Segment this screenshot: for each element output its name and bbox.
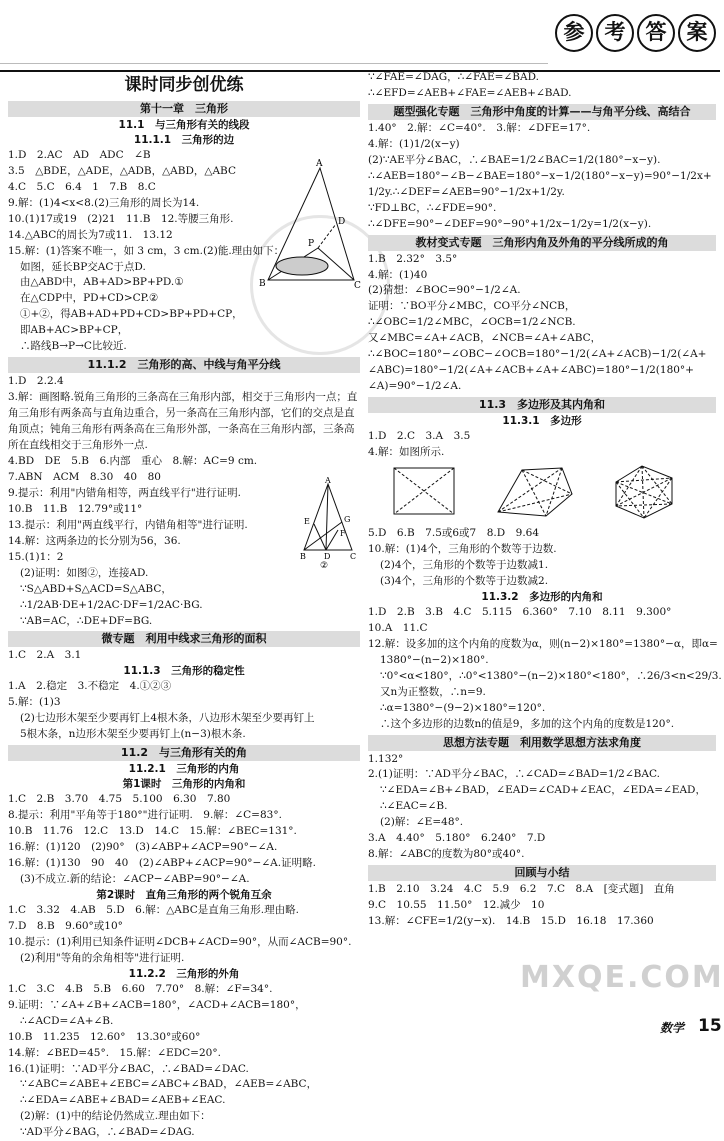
- label-p: P: [308, 239, 315, 249]
- answer-line: 1.40° 2.解：∠C=40°. 3.解：∠DFE=17°.: [368, 121, 591, 134]
- subsection-header: 11.1.1 三角形的边: [133, 133, 235, 146]
- footer-subject: 数学: [660, 1021, 685, 1035]
- answer-line: 12.解：设多加的这个内角的度数为α，则(n−2)×180°=1380°−α，即α=: [368, 637, 718, 650]
- diagonal-line: [616, 478, 672, 506]
- answer-line: ∴1/2AB·DE+1/2AC·DF=1/2AC·BG.: [20, 598, 203, 611]
- answer-line: 又n为正整数，∴n=9.: [380, 685, 486, 698]
- label-f: F: [340, 529, 346, 538]
- answer-line: 证明：∵BO平分∠MBC，CO平分∠NCB，: [368, 300, 576, 313]
- answer-line: ∴∠ACD=∠A+∠B.: [20, 1014, 114, 1027]
- section-header: 微专题 利用中线求三角形的面积: [8, 631, 360, 647]
- answer-line: 5.解：(1)3: [8, 696, 61, 709]
- banner-char: 案: [678, 14, 716, 52]
- quadrilateral-diagonals: [390, 464, 460, 520]
- answer-line: 4.解：如图所示.: [368, 446, 445, 459]
- answer-line: 16.解：(1)120 (2)90° (3)∠ABP+∠ACP=90°−∠A.: [8, 841, 278, 854]
- label-g: G: [344, 515, 351, 524]
- answer-line: ∴∠OBC=1/2∠MBC，∠OCB=1/2∠NCB.: [368, 316, 576, 329]
- answer-line: ∵AD平分∠BAG，∴∠BAD=∠DAG.: [20, 1126, 195, 1139]
- diagonal-line: [616, 478, 672, 482]
- answer-line: 7.ABN ACM 8.30 40 80: [8, 470, 161, 483]
- answer-line: ∠ABC)=180°−1/2(∠A+∠ACB+∠A+∠ABC)=180°−1/2(180°+: [368, 364, 694, 377]
- label-e: E: [304, 517, 310, 526]
- right-column: [368, 70, 722, 930]
- triangle-figure: [258, 159, 361, 291]
- answer-line: 13.提示：利用"两直线平行，内错角相等"进行证明.: [8, 518, 248, 531]
- section-header: 第十一章 三角形: [8, 101, 360, 117]
- diagonal-line: [616, 504, 672, 506]
- answer-line: ∵∠ABC=∠ABE+∠EBC=∠ABC+∠BAD，∠AEB=∠ABC，: [20, 1078, 318, 1091]
- segment-ad: [326, 484, 328, 550]
- subsection-header: 11.3.2 多边形的内角和: [481, 590, 603, 603]
- answer-line: 1.B 2.10 3.24 4.C 5.9 6.2 7.C 8.A [变式题] 直角: [368, 883, 675, 896]
- subsection-header: 11.1 与三角形有关的线段: [118, 118, 250, 131]
- diagonal-line: [616, 466, 642, 506]
- label-c: C: [354, 281, 361, 291]
- answer-line: 5.D 6.B 7.5或6或7 8.D 9.64: [368, 527, 540, 540]
- answer-line: ∴∠AEB=180°−∠B−∠BAE=180°−x−1/2(180°−x−y)=90°−1/2x+: [368, 169, 712, 182]
- diagonal-line: [498, 468, 562, 512]
- answer-line: 9.C 10.55 11.50° 12.减少 10: [368, 899, 545, 912]
- answer-line: 8.提示：利用"平角等于180°"进行证明. 9.解：∠C=83°.: [8, 809, 282, 822]
- section-header: 题型强化专题 三角形中角度的计算——与角平分线、高结合: [368, 104, 716, 120]
- answer-line: 3.解：画图略.锐角三角形的三条高在三角形内部，相交于三角形内一点；直角三角形有两条高与直角边重合，另一条高在三角形内部，它们的交点是直角顶点；钝角三角形有两条高在三角形外部，一条高在三角形内部，三条高所在直线相交于三角形外一点.: [8, 391, 358, 452]
- answer-line: 10.解：(1)4个，三角形的个数等于边数.: [368, 543, 557, 556]
- label-c: C: [350, 552, 357, 561]
- answer-line: 16.(1)证明：∵AD平分∠BAC，∴∠BAD=∠DAC.: [8, 1062, 249, 1075]
- answer-line: 10.B 11.76 12.C 13.D 14.C 15.解：∠BEC=131°.: [8, 825, 297, 838]
- pond-ellipse: [276, 257, 328, 275]
- answer-line: 在△CDP中，PD+CD>CP.②: [20, 292, 159, 305]
- answer-line: 9.提示：利用"内错角相等，两直线平行"进行证明.: [8, 486, 242, 499]
- section-header: 教材变式专题 三角形内角及外角的平分线所成的角: [368, 235, 716, 251]
- answer-line: 4.解：(1)40: [368, 268, 428, 281]
- answer-line: ∵∠FAE=∠DAG，∴∠FAE=∠BAD.: [368, 71, 539, 83]
- answer-line: ∴∠EDA=∠ABE+∠BAD=∠AEB+∠EAC.: [20, 1094, 226, 1107]
- hexagon-diagonals: [606, 464, 682, 522]
- label-d: D: [324, 552, 331, 561]
- answer-line: ∵FD⊥BC，∴∠FDE=90°.: [368, 201, 497, 214]
- banner-char: 考: [596, 14, 634, 52]
- answer-line: ①+②，得AB+AD+PD+CD>BP+PD+CP，: [20, 308, 243, 321]
- page-number: 15: [698, 1016, 722, 1036]
- answer-line: ∵∠EDA=∠B+∠BAD，∠EAD=∠CAD+∠EAC，∠EDA=∠EAD，: [380, 784, 706, 797]
- answer-line: (3)4个，三角形的个数等于边数减2.: [380, 574, 549, 587]
- segment-de: [314, 524, 326, 550]
- answer-line: ∴这个多边形的边数n的值是9，多加的这个内角的度数是120°.: [380, 717, 675, 730]
- answer-line: 16.解：(1)130 90 40 (2)∠ABP+∠ACP=90°−∠A.证明略.: [8, 857, 316, 870]
- watermark: MXQE.COM: [520, 960, 724, 995]
- answer-line: (2)七边形木架至少要再钉上4根木条，八边形木架至少要再钉上: [20, 712, 315, 725]
- answer-line: ∠A)=90°−1/2∠A.: [368, 380, 462, 393]
- page-title: 课时同步创优练: [124, 75, 244, 95]
- answer-line: 10.B 11.235 12.60° 13.30°或60°: [8, 1030, 201, 1043]
- answer-line: 3.5 △BDE，△ADE，△ADB，△ABD，△ABC: [8, 164, 237, 177]
- answer-line: 3.A 4.40° 5.180° 6.240° 7.D: [368, 832, 546, 845]
- subsection-header: 第2课时 直角三角形的两个锐角互余: [96, 888, 272, 901]
- answer-line: 如图，延长BP交AC于点D.: [20, 260, 146, 273]
- segment-pd: [318, 224, 336, 248]
- answer-banner: [555, 14, 716, 52]
- answer-line: 4.BD DE 5.B 6.内部 重心 8.解：AC=9 cm.: [8, 454, 258, 467]
- answer-line: 2.(1)证明：∵AD平分∠BAC，∴∠CAD=∠BAD=1/2∠BAC.: [368, 768, 660, 781]
- answer-line: 10.B 11.B 12.79°或11°: [8, 502, 143, 515]
- answer-line: (2)4个，三角形的个数等于边数减1.: [380, 558, 549, 571]
- segment-bg: [304, 522, 342, 550]
- answer-line: (2)∵AE平分∠BAC，∴∠BAE=1/2∠BAC=1/2(180°−x−y).: [368, 153, 661, 166]
- label-d: D: [338, 217, 346, 227]
- answer-line: 1380°−(n−2)×180°.: [380, 653, 489, 666]
- answer-line: ∴∠EAC=∠B.: [380, 800, 448, 813]
- answer-line: ∵AB=AC，∴DE+DF=BG.: [20, 614, 153, 627]
- answer-line: 1.B 2.32° 3.5°: [368, 252, 458, 265]
- answer-line: ∴∠EFD=∠AEB+∠FAE=∠AEB+∠BAD.: [368, 86, 572, 99]
- answer-line: ∵0°<α<180°，∴0°<1380°−(n−2)×180°<180°，∴26/3<n<29/3.: [380, 669, 722, 682]
- section-header: 11.1.2 三角形的高、中线与角平分线: [8, 357, 360, 373]
- answer-line: ∴α=1380°−(9−2)×180°=120°.: [380, 701, 546, 714]
- answer-line: 14.解：∠BED=45°. 15.解：∠EDC=20°.: [8, 1046, 221, 1059]
- answer-line: 1.C 2.B 3.70 4.75 5.100 6.30 7.80: [8, 793, 231, 806]
- subsection-header: 11.2.2 三角形的外角: [128, 967, 240, 980]
- answer-line: 13.解：∠CFE=1/2(y−x). 14.B 15.D 16.18 17.360: [368, 915, 654, 928]
- answer-line: (2)猜想：∠BOC=90°−1/2∠A.: [368, 284, 521, 297]
- section-header: 思想方法专题 利用数学思想方法求角度: [368, 735, 716, 751]
- right-column-body: [368, 70, 722, 930]
- label-b: B: [259, 279, 266, 289]
- answer-line: 10.(1)17或19 (2)21 11.B 12.等腰三角形.: [8, 212, 234, 225]
- label-b: B: [300, 552, 306, 561]
- header-thin-rule: [0, 63, 548, 64]
- answer-line: (2)利用"等角的余角相等"进行证明.: [20, 951, 185, 964]
- subsection-header: 11.2.1 三角形的内角: [128, 763, 240, 776]
- answer-line: 7.D 8.B 9.60°或10°: [8, 919, 123, 932]
- label-fig2: ②: [320, 561, 329, 571]
- section-header: 回顾与小结: [368, 865, 716, 881]
- answer-line: 1.D 2.AC AD ADC ∠B: [8, 148, 151, 161]
- subsection-header: 第1课时 三角形的内角和: [122, 778, 246, 791]
- answer-line: ∴∠BOC=180°−∠OBC−∠OCB=180°−1/2(∠A+∠ACB)−1/2(∠A+: [368, 348, 707, 361]
- answer-line: 由△ABD中，AB+AD>BP+PD.①: [20, 276, 184, 289]
- answer-line: ∴∠DFE=90°−∠DEF=90°−90°+1/2x−1/2y=1/2(x−y).: [368, 217, 652, 230]
- answer-line: 即AB+AC>BP+CP，: [20, 324, 129, 337]
- pentagon-diagonals: [488, 464, 578, 520]
- answer-line: 9.解：(1)4<x<8.(2)三角形的周长为14.: [8, 196, 200, 209]
- label-a: A: [325, 476, 331, 485]
- diagonal-line: [522, 470, 546, 516]
- answer-line: ∴路线B→P→C比较近.: [20, 340, 127, 353]
- answer-line: 1.D 2.B 3.B 4.C 5.115 6.360° 7.10 8.11 9.300°: [368, 605, 672, 618]
- answer-line: 1.C 3.C 4.B 5.B 6.60 7.70° 8.解：∠F=34°.: [8, 982, 273, 995]
- answer-line: (2)证明：如图②，连接AD.: [20, 566, 149, 579]
- answer-line: 4.解：(1)1/2(x−y): [368, 137, 460, 150]
- answer-line: (3)不成立.新的结论：∠ACP−∠ABP=90°−∠A.: [20, 873, 250, 885]
- answer-line: 1.D 2.C 3.A 3.5: [368, 430, 471, 443]
- answer-line: 14.解：这两条边的长分别为56，36.: [8, 534, 181, 547]
- answer-line: 又∠MBC=∠A+∠ACB，∠NCB=∠A+∠ABC，: [368, 332, 602, 345]
- polygon-diagonal-figures: [390, 464, 716, 522]
- section-header: 11.2 与三角形有关的角: [8, 745, 360, 761]
- subsection-header: 11.3.1 多边形: [502, 415, 582, 428]
- section-header: 11.3 多边形及其内角和: [368, 397, 716, 413]
- triangle-figure-2: [300, 476, 357, 571]
- answer-line: 10.提示：(1)利用已知条件证明∠DCB+∠ACD=90°，从而∠ACB=90°.: [8, 935, 352, 948]
- answer-line: 1.C 3.32 4.AB 5.D 6.解：△ABC是直角三角形.理由略.: [8, 903, 299, 916]
- answer-line: 1/2y.∴∠DEF=∠AEB=90°−1/2x+1/2y.: [368, 185, 565, 198]
- answer-line: 15.(1)1：2: [8, 550, 64, 563]
- answer-line: 1.C 2.A 3.1: [8, 649, 82, 662]
- banner-char: 参: [555, 14, 593, 52]
- answer-line: 15.解：(1)答案不唯一，如 3 cm，3 cm.(2)能.理由如下：: [8, 244, 285, 257]
- answer-line: 14.△ABC的周长为7或11. 13.12: [8, 228, 173, 241]
- answer-line: 10.A 11.C: [368, 621, 428, 634]
- subsection-header: 11.1.3 三角形的稳定性: [123, 665, 245, 678]
- banner-char: 答: [637, 14, 675, 52]
- answer-line: 1.D 2.2.4: [8, 375, 64, 388]
- answer-line: 1.A 2.稳定 3.不稳定 4.①②③: [8, 680, 172, 693]
- answer-line: 1.132°: [368, 752, 404, 765]
- label-a: A: [316, 159, 323, 169]
- answer-line: 4.C 5.C 6.4 1 7.B 8.C: [8, 180, 156, 193]
- answer-line: 5根木条，n边形木架至少要再钉上(n−3)根木条.: [20, 728, 246, 741]
- answer-line: 8.解：∠ABC的度数为80°或40°.: [368, 848, 525, 861]
- answer-line: (2)解：(1)中的结论仍然成立.理由如下：: [20, 1110, 211, 1123]
- answer-line: 9.证明：∵∠A+∠B+∠ACB=180°，∠ACD+∠ACB=180°，: [8, 998, 306, 1011]
- answer-line: ∵S△ABD+S△ACD=S△ABC，: [20, 582, 172, 595]
- answer-line: (2)解：∠E=48°.: [380, 816, 464, 829]
